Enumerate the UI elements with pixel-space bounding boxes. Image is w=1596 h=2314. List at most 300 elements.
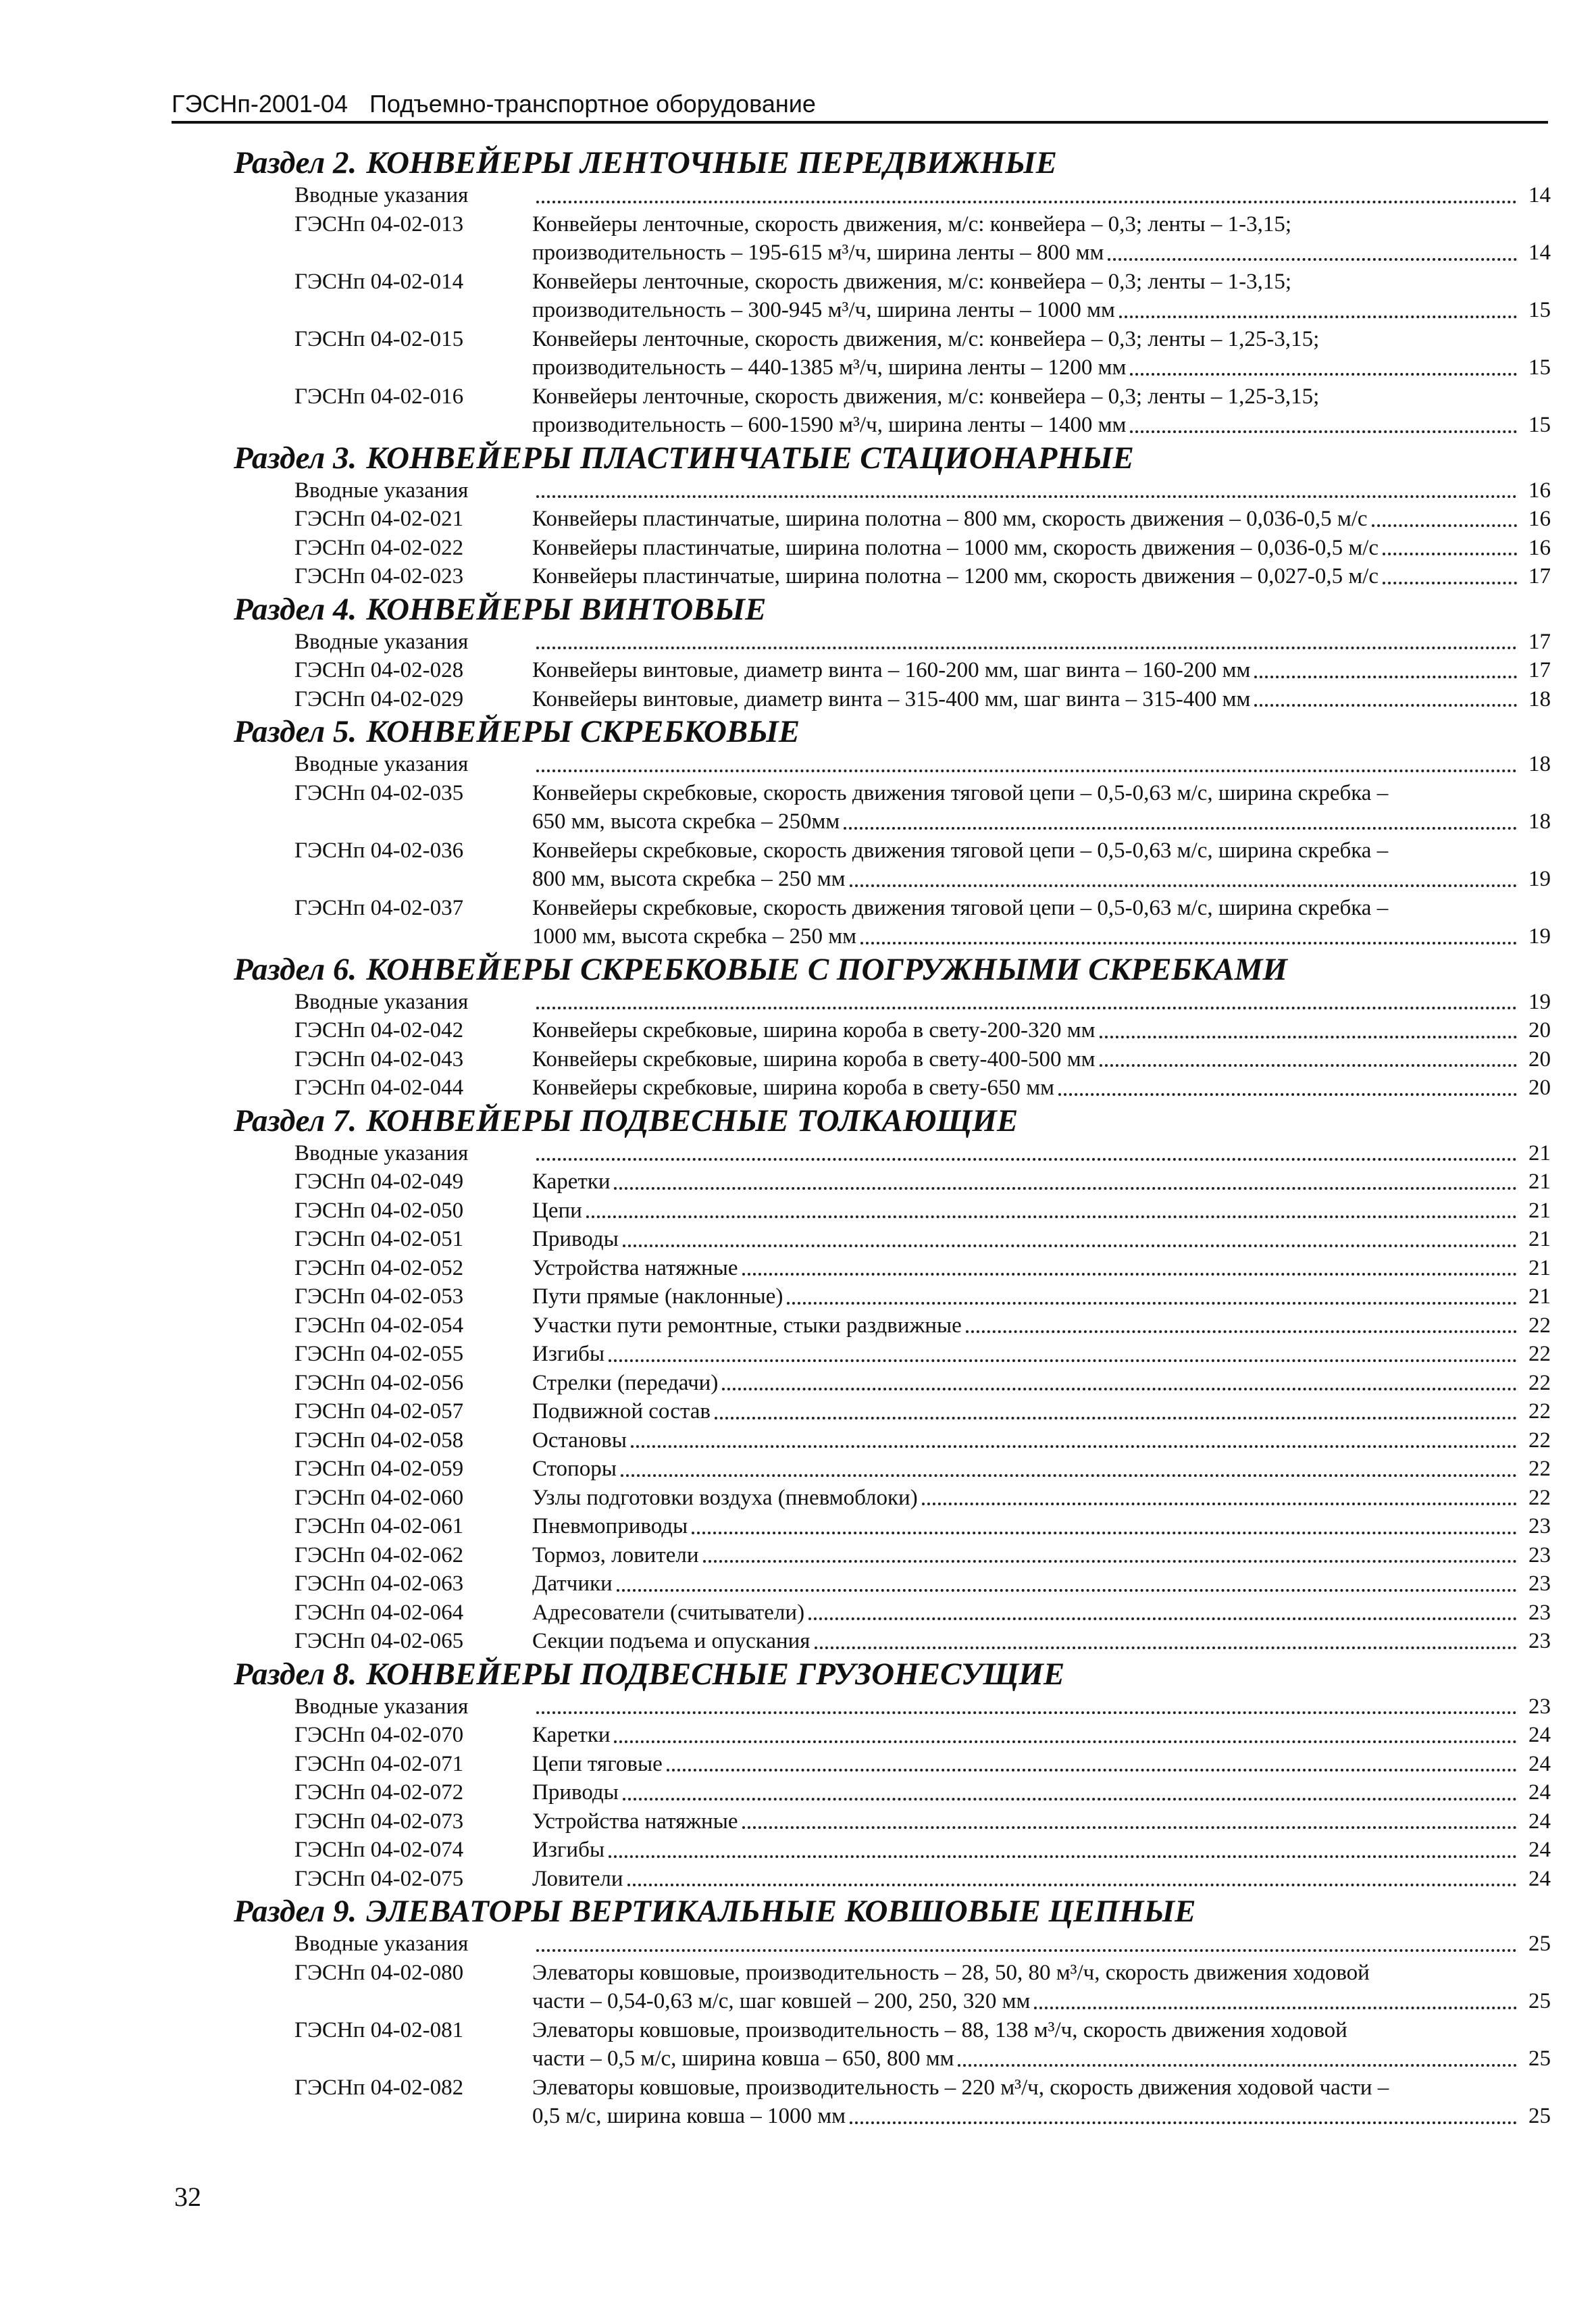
dot-leader (536, 181, 1517, 210)
entry-text: Конвейеры скребковые, скорость движения тяговой цепи – 0,5-0,63 м/с, ширина скребка – (532, 895, 1389, 920)
entry-page: 23 (1528, 1514, 1551, 1538)
section-title (234, 951, 1551, 988)
entry-line (532, 1282, 1551, 1311)
entry-code: ГЭСНп 04-02-052 (294, 1255, 464, 1280)
entry-line (532, 210, 1551, 239)
entry-line (532, 325, 1551, 354)
entry-code: ГЭСНп 04-02-061 (294, 1514, 464, 1538)
dot-leader (536, 628, 1517, 657)
entry-description (532, 476, 1551, 505)
entry-text: Конвейеры винтовые, диаметр винта – 160-200 мм, шаг винта – 160-200 мм (532, 658, 1251, 682)
dot-leader (623, 1225, 1517, 1254)
entry-description (532, 1225, 1551, 1254)
dot-leader (1100, 1045, 1518, 1074)
toc-entry[interactable] (234, 1254, 1551, 1283)
entry-code: Вводные указания (294, 1140, 469, 1165)
entry-line (532, 1016, 1551, 1045)
entry-description (532, 1254, 1551, 1283)
entry-line (532, 1139, 1551, 1168)
section-title (234, 440, 1551, 476)
entry-description (532, 2016, 1551, 2073)
entry-text: 650 мм, высота скребка – 250мм (532, 809, 840, 834)
entry-line (532, 1045, 1551, 1074)
entry-line (532, 807, 1551, 836)
toc-entry[interactable] (234, 1139, 1551, 1168)
dot-leader (1372, 505, 1517, 534)
entry-description (532, 2073, 1551, 2131)
entry-description (532, 628, 1551, 657)
toc-entry[interactable] (234, 1721, 1551, 1750)
entry-code: ГЭСНп 04-02-064 (294, 1600, 464, 1625)
entry-line (532, 1074, 1551, 1103)
entry-line (532, 988, 1551, 1017)
entry-text: Изгибы (532, 1838, 605, 1862)
entry-line (532, 2102, 1551, 2131)
dot-leader (1383, 534, 1517, 563)
entry-page: 18 (1528, 809, 1551, 834)
entry-description (532, 1807, 1551, 1836)
entry-description (532, 685, 1551, 714)
entry-line (532, 2016, 1551, 2045)
entry-page: 15 (1528, 413, 1551, 437)
entry-line (532, 1197, 1551, 1226)
entry-text: 0,5 м/с, ширина ковша – 1000 мм (532, 2104, 846, 2128)
dot-leader (536, 476, 1517, 505)
entry-code: ГЭСНп 04-02-021 (294, 507, 464, 531)
dot-leader (536, 1139, 1517, 1168)
entry-description (532, 1426, 1551, 1455)
entry-code: ГЭСНп 04-02-042 (294, 1018, 464, 1042)
dot-leader (617, 1569, 1517, 1599)
entry-line (532, 382, 1551, 411)
section-name: КОНВЕЙЕРЫ ВИНТОВЫЕ (366, 591, 767, 627)
entry-page: 15 (1528, 355, 1551, 380)
toc-entry[interactable] (234, 1865, 1551, 1894)
toc-entry[interactable] (234, 1225, 1551, 1254)
toc-entry[interactable] (234, 1197, 1551, 1226)
entry-line (532, 1721, 1551, 1750)
entry-page: 22 (1528, 1313, 1551, 1338)
section-label: Раздел 4. (234, 591, 357, 627)
entry-page: 20 (1528, 1018, 1551, 1042)
entry-description (532, 1569, 1551, 1599)
entry-line (532, 1807, 1551, 1836)
toc-entry[interactable] (234, 2016, 1551, 2073)
dot-leader (958, 2044, 1517, 2073)
entry-description (532, 534, 1551, 563)
toc-entry[interactable] (234, 750, 1551, 779)
dot-leader (667, 1750, 1517, 1779)
entry-text: Участки пути ремонтные, стыки раздвижные (532, 1313, 962, 1338)
entry-text: Элеваторы ковшовые, производительность – 88, 138 м³/ч, скорость движения ходовой (532, 2017, 1347, 2042)
entry-line (532, 1167, 1551, 1197)
entry-page: 24 (1528, 1809, 1551, 1834)
entry-description (532, 325, 1551, 382)
toc-entry[interactable] (234, 1692, 1551, 1721)
entry-description (532, 894, 1551, 951)
entry-code: ГЭСНп 04-02-043 (294, 1047, 464, 1072)
entry-code: ГЭСНп 04-02-013 (294, 211, 464, 236)
entry-page: 21 (1528, 1227, 1551, 1251)
entry-text: Устройства натяжные (532, 1809, 738, 1834)
section-label: Раздел 7. (234, 1103, 357, 1138)
entry-page: 17 (1528, 629, 1551, 654)
toc-entry[interactable] (234, 382, 1551, 440)
toc-entry[interactable] (234, 1569, 1551, 1599)
entry-text: Стопоры (532, 1457, 617, 1481)
entry-line (532, 1254, 1551, 1283)
entry-line (532, 1369, 1551, 1398)
entry-line (532, 296, 1551, 325)
entry-code: ГЭСНп 04-02-014 (294, 269, 464, 294)
dot-leader (621, 1455, 1517, 1484)
dot-leader (536, 1692, 1517, 1721)
entry-code: ГЭСНп 04-02-073 (294, 1809, 464, 1834)
entry-page: 24 (1528, 1751, 1551, 1776)
toc-entry[interactable] (234, 181, 1551, 210)
entry-description (532, 1340, 1551, 1369)
dot-leader (850, 865, 1517, 894)
entry-description (532, 1541, 1551, 1570)
entry-code: ГЭСНп 04-02-059 (294, 1457, 464, 1481)
toc-entry[interactable] (234, 1541, 1551, 1570)
entry-line (532, 922, 1551, 951)
section-title (234, 145, 1551, 181)
entry-text: Каретки (532, 1723, 611, 1747)
entry-line (532, 1627, 1551, 1656)
dot-leader (623, 1778, 1517, 1807)
toc-entry[interactable] (234, 1807, 1551, 1836)
dot-leader (787, 1282, 1517, 1311)
entry-description (532, 1167, 1551, 1197)
toc-entry[interactable] (234, 1426, 1551, 1455)
entry-description (532, 779, 1551, 836)
entry-description (532, 1139, 1551, 1168)
toc-entry[interactable] (234, 505, 1551, 534)
toc-entry[interactable] (234, 2073, 1551, 2131)
entry-line (532, 1750, 1551, 1779)
entry-line (532, 1311, 1551, 1340)
toc-entry[interactable] (234, 1836, 1551, 1865)
entry-page: 21 (1528, 1198, 1551, 1223)
entry-text: производительность – 440-1385 м³/ч, ширина ленты – 1200 мм (532, 355, 1127, 380)
dot-leader (922, 1484, 1517, 1513)
entry-text: Остановы (532, 1428, 627, 1453)
toc-entry[interactable] (234, 562, 1551, 591)
entry-description (532, 1865, 1551, 1894)
entry-description (532, 1627, 1551, 1656)
entry-page: 15 (1528, 298, 1551, 322)
entry-line (532, 268, 1551, 297)
entry-code: Вводные указания (294, 1694, 469, 1719)
entry-description (532, 1721, 1551, 1750)
entry-page: 24 (1528, 1866, 1551, 1891)
toc-entry[interactable] (234, 1512, 1551, 1541)
entry-code: ГЭСНп 04-02-037 (294, 895, 464, 920)
entry-code: Вводные указания (294, 989, 469, 1014)
toc-entry[interactable] (234, 779, 1551, 836)
toc-entry[interactable] (234, 1045, 1551, 1074)
entry-text: Конвейеры ленточные, скорость движения, м/с: конвейера – 0,3; ленты – 1-3,15; (532, 211, 1292, 236)
dot-leader (1383, 562, 1517, 591)
entry-page: 19 (1528, 924, 1551, 949)
entry-page: 21 (1528, 1140, 1551, 1165)
entry-text: Конвейеры ленточные, скорость движения, м/с: конвейера – 0,3; ленты – 1-3,15; (532, 269, 1292, 294)
entry-page: 23 (1528, 1694, 1551, 1719)
entry-line (532, 1397, 1551, 1426)
toc-entry[interactable] (234, 988, 1551, 1017)
entry-text: Приводы (532, 1227, 619, 1251)
toc-entry[interactable] (234, 1074, 1551, 1103)
entry-page: 23 (1528, 1571, 1551, 1596)
entry-page: 14 (1528, 183, 1551, 207)
dot-leader (536, 750, 1517, 779)
entry-page: 24 (1528, 1838, 1551, 1862)
toc-entry[interactable] (234, 1484, 1551, 1513)
entry-text: Конвейеры скребковые, ширина короба в свету-200-320 мм (532, 1018, 1096, 1042)
entry-code: ГЭСНп 04-02-036 (294, 838, 464, 863)
entry-line (532, 2044, 1551, 2073)
dot-leader (808, 1599, 1517, 1628)
entry-page: 21 (1528, 1255, 1551, 1280)
entry-text: Конвейеры пластинчатые, ширина полотна – 1200 мм, скорость движения – 0,027-0,5 м/с (532, 564, 1379, 588)
dot-leader (1034, 1987, 1517, 2016)
entry-code: ГЭСНп 04-02-072 (294, 1780, 464, 1805)
entry-code: ГЭСНп 04-02-035 (294, 780, 464, 805)
entry-description (532, 1750, 1551, 1779)
entry-line (532, 750, 1551, 779)
entry-text: Датчики (532, 1571, 613, 1596)
toc-entry[interactable] (234, 534, 1551, 563)
entry-line (532, 2073, 1551, 2103)
dot-leader (1108, 238, 1517, 268)
dot-leader (742, 1807, 1517, 1836)
entry-text: Конвейеры ленточные, скорость движения, м/с: конвейера – 0,3; ленты – 1,25-3,15; (532, 326, 1320, 351)
entry-page: 22 (1528, 1428, 1551, 1453)
entry-page: 25 (1528, 1989, 1551, 2013)
entry-code: ГЭСНп 04-02-029 (294, 686, 464, 711)
entry-text: Конвейеры винтовые, диаметр винта – 315-400 мм, шаг винта – 315-400 мм (532, 686, 1251, 711)
dot-leader (722, 1369, 1517, 1398)
dot-leader (860, 922, 1517, 951)
section-name: КОНВЕЙЕРЫ ПОДВЕСНЫЕ ТОЛКАЮЩИЕ (366, 1103, 1019, 1138)
entry-description (532, 1369, 1551, 1398)
entry-description (532, 181, 1551, 210)
toc-entry[interactable] (234, 1340, 1551, 1369)
dot-leader (1100, 1016, 1518, 1045)
toc-entry[interactable] (234, 1455, 1551, 1484)
entry-line (532, 1930, 1551, 1959)
entry-description (532, 1397, 1551, 1426)
entry-page: 17 (1528, 564, 1551, 588)
toc-entry[interactable] (234, 210, 1551, 268)
header-code: ГЭСНп-2001-04 (172, 90, 348, 118)
toc-entry[interactable] (234, 685, 1551, 714)
entry-description (532, 1016, 1551, 1045)
toc-entry[interactable] (234, 628, 1551, 657)
entry-text: Подвижной состав (532, 1399, 711, 1424)
dot-leader (586, 1197, 1517, 1226)
entry-text: Конвейеры скребковые, скорость движения тяговой цепи – 0,5-0,63 м/с, ширина скребка – (532, 780, 1389, 805)
toc-entry[interactable] (234, 1016, 1551, 1045)
dot-leader (692, 1512, 1517, 1541)
entry-text: Стрелки (передачи) (532, 1370, 719, 1395)
dot-leader (536, 988, 1517, 1017)
entry-page: 23 (1528, 1542, 1551, 1567)
section-title (234, 1103, 1551, 1139)
entry-line (532, 1512, 1551, 1541)
toc-entry[interactable] (234, 1750, 1551, 1779)
entry-code: ГЭСНп 04-02-028 (294, 658, 464, 682)
dot-leader (614, 1167, 1517, 1197)
entry-line (532, 238, 1551, 268)
entry-code: ГЭСНп 04-02-075 (294, 1866, 464, 1891)
entry-line (532, 1569, 1551, 1599)
toc-entry[interactable] (234, 1959, 1551, 2016)
entry-code: ГЭСНп 04-02-074 (294, 1838, 464, 1862)
entry-text: Конвейеры скребковые, ширина короба в свету-400-500 мм (532, 1047, 1096, 1072)
dot-leader (703, 1541, 1517, 1570)
toc-entry[interactable] (234, 1167, 1551, 1197)
entry-code: ГЭСНп 04-02-022 (294, 535, 464, 560)
entry-description (532, 1836, 1551, 1865)
entry-text: Конвейеры пластинчатые, ширина полотна – 1000 мм, скорость движения – 0,036-0,5 м/с (532, 535, 1379, 560)
entry-line (532, 656, 1551, 685)
entry-code: ГЭСНп 04-02-081 (294, 2017, 464, 2042)
toc-entry[interactable] (234, 894, 1551, 951)
toc-entry[interactable] (234, 476, 1551, 505)
entry-code: ГЭСНп 04-02-055 (294, 1342, 464, 1366)
entry-code: ГЭСНп 04-02-057 (294, 1399, 464, 1424)
entry-code: ГЭСНп 04-02-044 (294, 1076, 464, 1100)
toc-entry[interactable] (234, 1311, 1551, 1340)
entry-code: ГЭСНп 04-02-051 (294, 1227, 464, 1251)
dot-leader (614, 1721, 1517, 1750)
dot-leader (1130, 353, 1517, 382)
table-of-contents (234, 145, 1551, 2131)
entry-code: Вводные указания (294, 629, 469, 654)
entry-code: Вводные указания (294, 1932, 469, 1956)
entry-text: 1000 мм, высота скребка – 250 мм (532, 924, 857, 949)
entry-page: 18 (1528, 752, 1551, 776)
dot-leader (1130, 411, 1517, 440)
toc-entry[interactable] (234, 268, 1551, 325)
entry-line (532, 1225, 1551, 1254)
section-label: Раздел 6. (234, 951, 357, 987)
toc-entry[interactable] (234, 1369, 1551, 1398)
entry-line (532, 865, 1551, 894)
toc-entry[interactable] (234, 1397, 1551, 1426)
entry-line (532, 1836, 1551, 1865)
entry-text: Элеваторы ковшовые, производительность – 28, 50, 80 м³/ч, скорость движения ходовой (532, 1960, 1370, 1985)
entry-text: производительность – 300-945 м³/ч, ширина ленты – 1000 мм (532, 298, 1115, 322)
entry-text: Адресователи (считыватели) (532, 1600, 805, 1625)
entry-page: 22 (1528, 1370, 1551, 1395)
entry-text: производительность – 195-615 м³/ч, ширина ленты – 800 мм (532, 241, 1104, 265)
entry-line (532, 353, 1551, 382)
toc-entry[interactable] (234, 656, 1551, 685)
entry-text: Пути прямые (наклонные) (532, 1284, 783, 1309)
toc-entry[interactable] (234, 1599, 1551, 1628)
entry-line (532, 181, 1551, 210)
entry-line (532, 476, 1551, 505)
entry-code: ГЭСНп 04-02-082 (294, 2075, 464, 2100)
entry-line (532, 1426, 1551, 1455)
entry-page: 17 (1528, 658, 1551, 682)
entry-description (532, 1282, 1551, 1311)
section-name: КОНВЕЙЕРЫ СКРЕБКОВЫЕ (366, 714, 800, 749)
toc-entry[interactable] (234, 325, 1551, 382)
toc-entry[interactable] (234, 1930, 1551, 1959)
entry-page: 24 (1528, 1723, 1551, 1747)
entry-description (532, 656, 1551, 685)
entry-line (532, 505, 1551, 534)
entry-line (532, 534, 1551, 563)
section-title (234, 1656, 1551, 1692)
entry-page: 25 (1528, 2046, 1551, 2071)
entry-text: Узлы подготовки воздуха (пневмоблоки) (532, 1485, 918, 1510)
entry-line (532, 894, 1551, 923)
entry-code: ГЭСНп 04-02-053 (294, 1284, 464, 1309)
entry-page: 23 (1528, 1629, 1551, 1653)
dot-leader (966, 1311, 1517, 1340)
entry-text: Конвейеры ленточные, скорость движения, м/с: конвейера – 0,3; ленты – 1,25-3,15; (532, 384, 1320, 409)
entry-page: 22 (1528, 1457, 1551, 1481)
entry-code: ГЭСНп 04-02-063 (294, 1571, 464, 1596)
dot-leader (1254, 656, 1517, 685)
entry-line (532, 1541, 1551, 1570)
entry-page: 22 (1528, 1342, 1551, 1366)
entry-page: 16 (1528, 507, 1551, 531)
section-name: КОНВЕЙЕРЫ ПЛАСТИНЧАТЫЕ СТАЦИОНАРНЫЕ (366, 440, 1134, 476)
entry-description (532, 382, 1551, 440)
entry-text: Каретки (532, 1169, 611, 1194)
dot-leader (536, 1930, 1517, 1959)
entry-code: ГЭСНп 04-02-062 (294, 1542, 464, 1567)
entry-code: ГЭСНп 04-02-080 (294, 1960, 464, 1985)
dot-leader (1058, 1074, 1517, 1103)
entry-description (532, 1045, 1551, 1074)
section-title (234, 713, 1551, 750)
entry-text: производительность – 600-1590 м³/ч, ширина ленты – 1400 мм (532, 413, 1127, 437)
entry-text: Цепи (532, 1198, 582, 1223)
toc-entry[interactable] (234, 836, 1551, 894)
entry-description (532, 1197, 1551, 1226)
entry-text: Конвейеры пластинчатые, ширина полотна – 800 мм, скорость движения – 0,036-0,5 м/с (532, 507, 1368, 531)
section-label: Раздел 2. (234, 145, 357, 180)
entry-text: Пневмоприводы (532, 1514, 688, 1538)
entry-line (532, 1865, 1551, 1894)
entry-description (532, 268, 1551, 325)
entry-line (532, 1340, 1551, 1369)
toc-entry[interactable] (234, 1627, 1551, 1656)
page-number: 32 (174, 2182, 201, 2212)
entry-code: ГЭСНп 04-02-016 (294, 384, 464, 409)
dot-leader (631, 1426, 1517, 1455)
entry-code: ГЭСНп 04-02-049 (294, 1169, 464, 1194)
toc-entry[interactable] (234, 1778, 1551, 1807)
entry-page: 24 (1528, 1780, 1551, 1805)
entry-text: Конвейеры скребковые, скорость движения тяговой цепи – 0,5-0,63 м/с, ширина скребка – (532, 838, 1389, 863)
entry-description (532, 1074, 1551, 1103)
entry-description (532, 1692, 1551, 1721)
entry-line (532, 1692, 1551, 1721)
entry-page: 18 (1528, 686, 1551, 711)
toc-entry[interactable] (234, 1282, 1551, 1311)
dot-leader (1254, 685, 1517, 714)
entry-page: 22 (1528, 1399, 1551, 1424)
entry-code: Вводные указания (294, 752, 469, 776)
